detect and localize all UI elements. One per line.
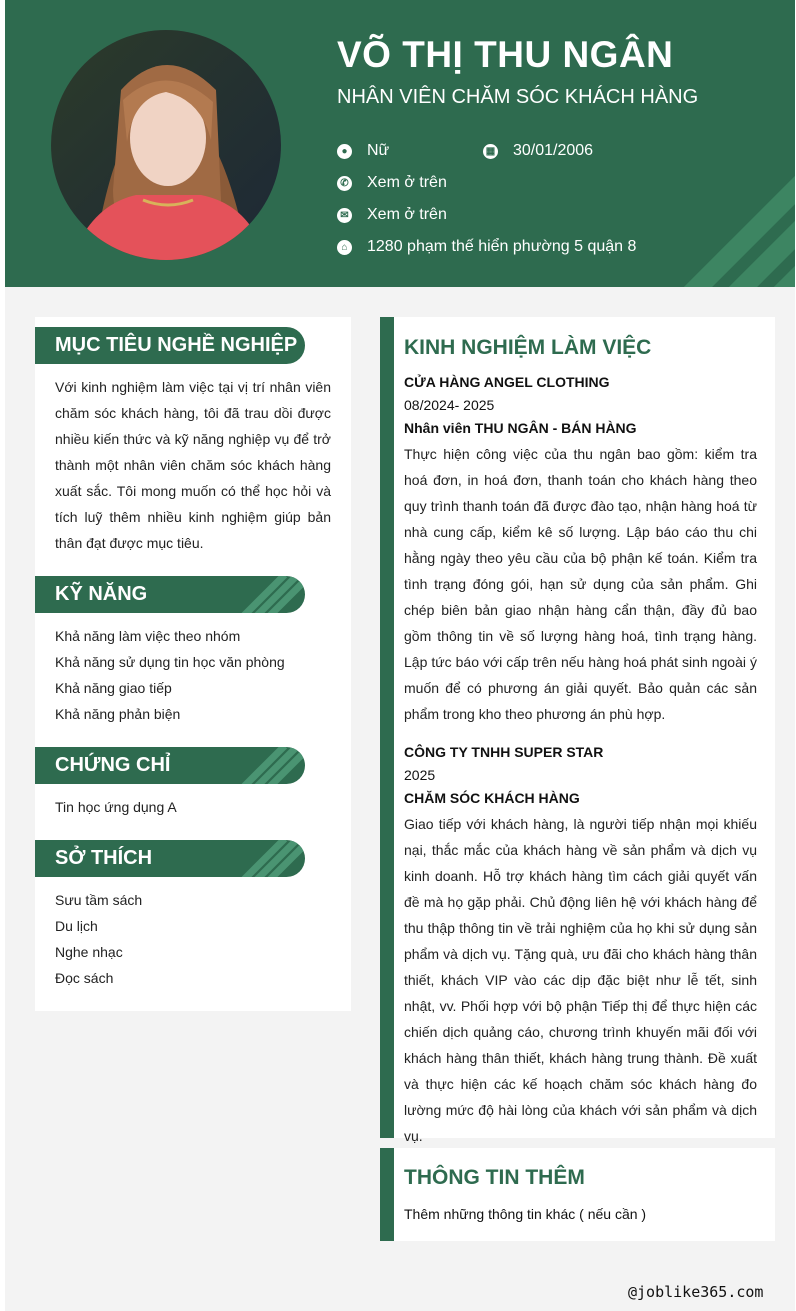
skill-item: Khả năng giao tiếp [55, 680, 172, 696]
hobby-item: Đọc sách [55, 970, 114, 986]
hobby-item: Du lịch [55, 918, 98, 934]
job-period: 2025 [404, 767, 436, 783]
job-company: CÔNG TY TNHH SUPER STAR [404, 744, 604, 760]
hobbies-heading-label: SỞ THÍCH [55, 847, 153, 869]
email-value: Xem ở trên [367, 206, 447, 223]
extra-info-text: Thêm những thông tin khác ( nếu cần ) [404, 1206, 647, 1222]
skill-item: Khả năng làm việc theo nhóm [55, 628, 241, 644]
job-description: Giao tiếp với khách hàng, là người tiếp nhận mọi khiếu nại, thắc mắc của khách hàng về sản phẩm và dịch vụ kinh doanh. Hỗ trợ khách hàng tìm cách giải quyết vấn đề mà họ gặp phải. Chủ động liên hệ với khách hàng để thu thập thông tin về trải nghiệm của họ khi sử dụng sản phẩm và dịch vụ. Tặng quà, ưu đãi cho khách hàng thân thiết, khách VIP vào các dịp đặc biệt như lễ tết, sinh nhật, vv. Phối hợp với bộ phận Tiếp thị để thực hiện các chiến dịch quảng cáo, chương trình khuyến mãi đối với khách hàng thân thiết, khách hàng trung thành. Đề xuất và thực hiện các kế hoạch chăm sóc khách hàng đo lường mức độ hài lòng của khách với sản phẩm và dịch vụ. [404, 816, 757, 1144]
skills-heading [35, 576, 305, 613]
accent-bar [380, 317, 394, 1138]
hobby-item: Nghe nhạc [55, 944, 123, 960]
calendar-icon: ▦ [483, 144, 498, 159]
address-row [337, 238, 636, 256]
email-icon: ✉ [337, 208, 352, 223]
certificates-heading-label: CHỨNG CHỈ [55, 754, 171, 776]
candidate-name: VÕ THỊ THU NGÂN [337, 34, 674, 75]
gender-row [337, 142, 389, 160]
address-value: 1280 phạm thế hiển phường 5 quận 8 [367, 238, 637, 255]
birthday-row [483, 142, 593, 160]
skill-item: Khả năng sử dụng tin học văn phòng [55, 654, 285, 670]
email-row [337, 206, 447, 224]
gender-value: Nữ [367, 142, 390, 159]
job-company: CỬA HÀNG ANGEL CLOTHING [404, 374, 610, 390]
experience-card [380, 317, 775, 1144]
skills-heading-label: KỸ NĂNG [55, 583, 148, 605]
phone-value: Xem ở trên [367, 174, 447, 191]
user-icon: ● [337, 144, 352, 159]
hobby-item: Sưu tầm sách [55, 892, 143, 908]
objective-heading-label: MỤC TIÊU NGHỀ NGHIỆP [55, 334, 298, 356]
hobbies-heading [35, 840, 305, 877]
extra-info-card [380, 1148, 775, 1241]
job-period: 08/2024- 2025 [404, 397, 495, 413]
experience-heading: KINH NGHIỆM LÀM VIỆC [404, 336, 652, 359]
skill-item: Khả năng phản biện [55, 706, 181, 722]
objective-text: Với kinh nghiệm làm việc tại vị trí nhân viên chăm sóc khách hàng, tôi đã trau dồi được nhiều kiến thức và kỹ năng nghiệp vụ để trở thành một nhân viên chăm sóc khách hàng xuất sắc. Tôi mong muốn có thể học hỏi và tích luỹ thêm nhiều kinh nghiệm giúp bản thân đạt được mục tiêu. [55, 379, 331, 551]
candidate-title: NHÂN VIÊN CHĂM SÓC KHÁCH HÀNG [337, 86, 699, 108]
certificate-item: Tin học ứng dụng A [55, 799, 177, 815]
left-column [35, 317, 351, 1011]
accent-bar [380, 1148, 394, 1241]
watermark: @joblike365.com [628, 1283, 764, 1301]
birthday-value: 30/01/2006 [513, 142, 594, 159]
job-description: Thực hiện công việc của thu ngân bao gồm: kiểm tra hoá đơn, in hoá đơn, thanh toán cho khách hàng theo quy trình thanh toán đã được đào tạo, nhận hàng hoá từ nhà cung cấp, kiểm kê số lượng. Lập báo cáo thu chi hằng ngày theo yêu cầu của bộ phận kế toán. Kiểm tra tình trạng đóng gói, hạn sử dụng của sản phẩm. Ghi chép biên bản giao nhận hàng cẩn thận, đầy đủ bao gồm thông tin về số lượng hàng hoá, tình trạng hàng. Lập tức báo với cấp trên nếu hàng hoá phát sinh ngoài ý muốn để có phương án giải quyết. Bảo quản các sản phẩm trong kho theo phương án phù hợp. [404, 446, 757, 722]
extra-info-heading: THÔNG TIN THÊM [404, 1166, 585, 1189]
objective-heading [35, 327, 305, 364]
phone-icon: ✆ [337, 176, 352, 191]
certificates-heading [35, 747, 305, 784]
job-role: CHĂM SÓC KHÁCH HÀNG [404, 790, 580, 806]
phone-row [337, 174, 447, 192]
job-role: Nhân viên THU NGÂN - BÁN HÀNG [404, 420, 637, 436]
cv-header [5, 0, 795, 287]
home-icon: ⌂ [337, 240, 352, 255]
cv-page [5, 0, 795, 1311]
avatar [51, 30, 281, 260]
